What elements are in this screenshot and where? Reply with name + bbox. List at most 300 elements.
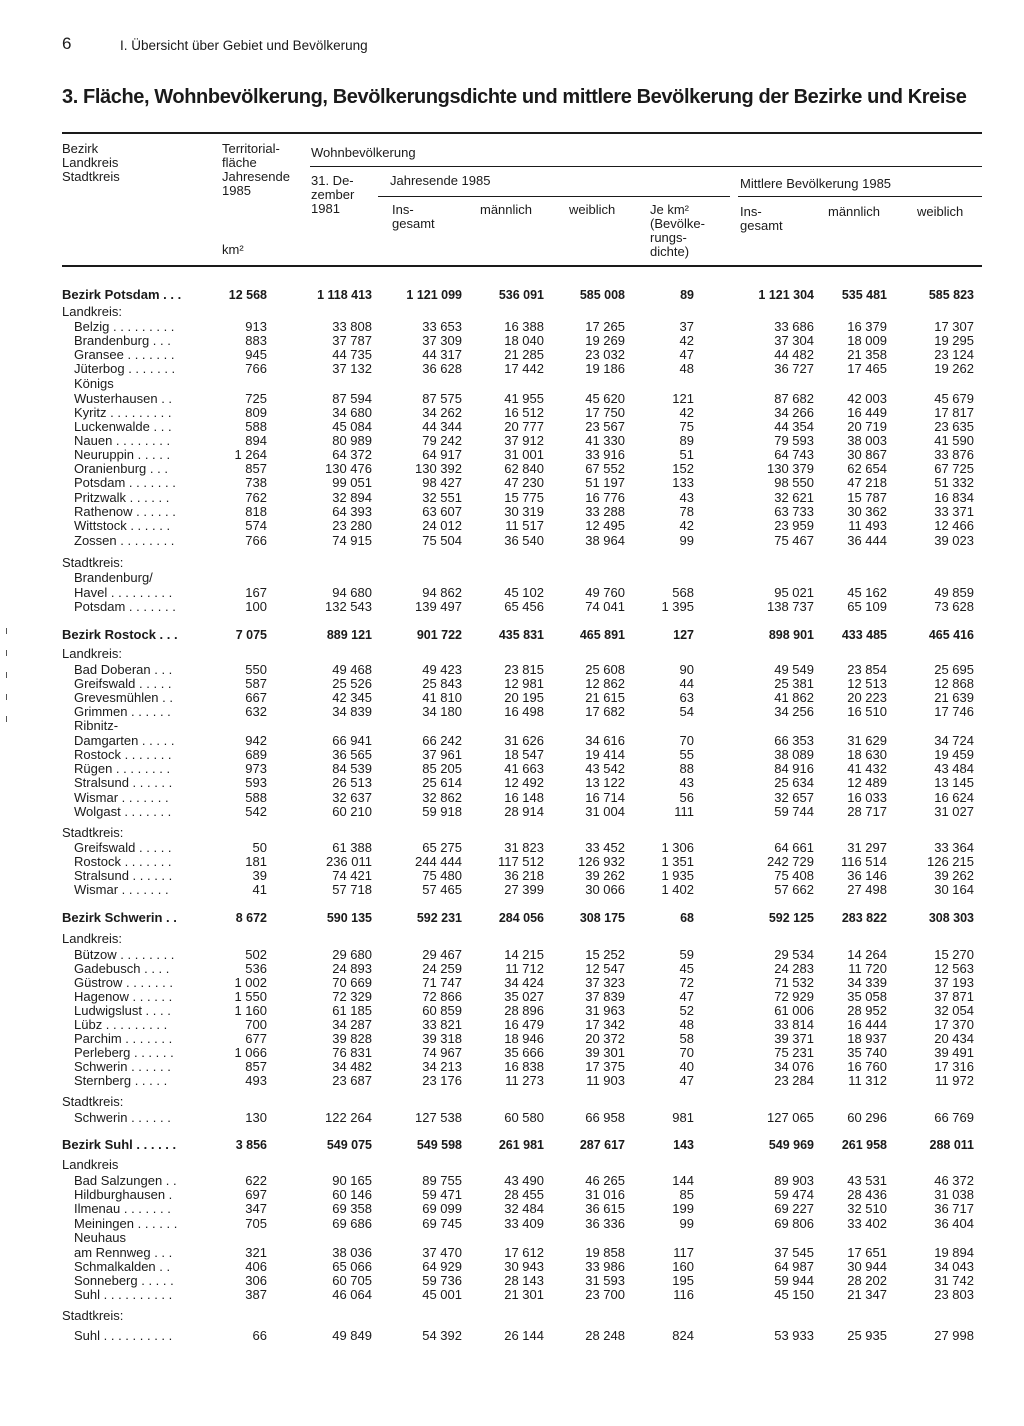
pop1985-total-cell: 75 504 — [422, 533, 462, 548]
area-cell: 167 — [245, 585, 267, 600]
bezirk-row — [0, 628, 1024, 642]
row-name: Meiningen . . . . . . — [74, 1216, 178, 1231]
pop1985-total-cell: 244 444 — [415, 854, 462, 869]
row-name: Stadtkreis: — [62, 555, 124, 570]
mean-female-cell: 16 834 — [934, 490, 974, 505]
pop1985-male-cell: 26 144 — [504, 1328, 544, 1343]
pop1985-male-cell: 536 091 — [498, 288, 544, 302]
table-row — [0, 1111, 1024, 1125]
row-name: Gransee . . . . . . . — [74, 347, 175, 362]
pop1985-male-cell: 11 517 — [505, 518, 544, 533]
mean-female-cell: 25 695 — [934, 662, 974, 677]
pop1981-cell: 39 828 — [332, 1031, 372, 1046]
section-label-row — [0, 932, 1024, 946]
mean-female-cell: 31 742 — [934, 1273, 974, 1288]
mean-female-cell: 49 859 — [934, 585, 974, 600]
page-number: 6 — [62, 34, 72, 53]
table-row — [0, 406, 1024, 420]
pop1985-female-cell: 23 567 — [585, 419, 625, 434]
table-row — [0, 1046, 1024, 1060]
table-row — [0, 1288, 1024, 1302]
pop1981-cell: 37 787 — [332, 333, 372, 348]
mean-female-cell: 19 295 — [934, 333, 974, 348]
row-name: Schwerin . . . . . . — [74, 1059, 171, 1074]
pop1985-female-cell: 17 682 — [585, 704, 625, 719]
mean-total-cell: 64 743 — [774, 447, 814, 462]
pop1985-female-cell: 38 964 — [585, 533, 625, 548]
area-cell: 12 568 — [228, 288, 267, 302]
row-name: Ribnitz- — [74, 718, 119, 733]
mean-total-cell: 23 959 — [774, 518, 814, 533]
row-name: Brandenburg . . . — [74, 333, 171, 348]
mean-male-cell: 23 854 — [847, 662, 887, 677]
table-row — [0, 1260, 1024, 1274]
mean-female-cell: 33 371 — [934, 504, 974, 519]
table-row — [0, 962, 1024, 976]
table-row — [0, 320, 1024, 334]
table-row — [0, 476, 1024, 490]
mean-female-cell: 33 876 — [934, 447, 974, 462]
mean-male-cell: 283 822 — [841, 911, 887, 925]
mean-total-cell: 75 467 — [774, 533, 814, 548]
mean-female-cell: 17 316 — [934, 1059, 974, 1074]
pop1985-male-cell: 27 399 — [504, 882, 544, 897]
density-cell: 75 — [679, 419, 694, 434]
pop1985-female-cell: 31 004 — [585, 804, 625, 819]
mean-total-cell: 1 121 304 — [758, 288, 814, 302]
bezirk-row — [0, 288, 1024, 302]
density-cell: 55 — [679, 747, 694, 762]
mean-female-cell: 308 303 — [928, 911, 974, 925]
mean-total-cell: 64 987 — [774, 1259, 814, 1274]
row-name: Bezirk Potsdam . . . — [62, 287, 182, 302]
area-cell: 100 — [245, 599, 267, 614]
pop1985-male-cell: 17 612 — [504, 1245, 544, 1260]
mean-male-cell: 28 436 — [847, 1187, 887, 1202]
pop1985-total-cell: 24 012 — [422, 518, 462, 533]
density-cell: 40 — [679, 1059, 694, 1074]
mean-female-cell: 66 769 — [934, 1110, 974, 1125]
mean-total-cell: 84 916 — [774, 761, 814, 776]
pop1985-total-cell: 57 465 — [422, 882, 462, 897]
mean-female-cell: 17 817 — [934, 405, 974, 420]
pop1985-female-cell: 308 175 — [579, 911, 625, 925]
mean-male-cell: 30 867 — [847, 447, 887, 462]
pop1985-male-cell: 34 424 — [504, 975, 544, 990]
pop1985-female-cell: 12 862 — [585, 676, 625, 691]
pop1985-total-cell: 29 467 — [422, 947, 462, 962]
row-name: Hagenow . . . . . . — [74, 989, 173, 1004]
pop1981-cell: 76 831 — [332, 1045, 372, 1060]
running-head: I. Übersicht über Gebiet und Bevölkerung — [120, 38, 368, 53]
pop1985-male-cell: 62 840 — [504, 461, 544, 476]
pop1985-total-cell: 65 275 — [422, 840, 462, 855]
pop1985-female-cell: 465 891 — [579, 628, 625, 642]
density-cell: 70 — [679, 1045, 694, 1060]
pop1985-female-cell: 126 932 — [578, 854, 625, 869]
area-cell: 766 — [245, 361, 267, 376]
pop1985-total-cell: 33 821 — [422, 1017, 462, 1032]
area-cell: 697 — [245, 1187, 267, 1202]
pop1985-male-cell: 30 319 — [504, 504, 544, 519]
mean-total-cell: 32 657 — [774, 790, 814, 805]
pop1985-male-cell: 45 102 — [504, 585, 544, 600]
pop1985-male-cell: 11 712 — [505, 961, 544, 976]
table-row — [0, 434, 1024, 448]
row-name: Güstrow . . . . . . . — [74, 975, 173, 990]
pop1981-cell: 94 680 — [332, 585, 372, 600]
pop1981-cell: 74 915 — [332, 533, 372, 548]
pop1985-male-cell: 117 512 — [497, 854, 544, 869]
table-row — [0, 600, 1024, 614]
mean-male-cell: 28 717 — [847, 804, 887, 819]
header-wohnbevoelkerung: Wohnbevölkerung — [311, 145, 416, 160]
row-name: Stadtkreis: — [62, 1308, 124, 1323]
mean-male-cell: 28 952 — [847, 1003, 887, 1018]
pop1981-cell: 66 941 — [332, 733, 372, 748]
density-cell: 111 — [674, 804, 694, 819]
pop1981-cell: 90 165 — [332, 1173, 372, 1188]
table-row — [0, 1217, 1024, 1231]
pop1985-female-cell: 36 615 — [585, 1201, 625, 1216]
row-name: Wittstock . . . . . . — [74, 518, 171, 533]
density-cell: 47 — [679, 1073, 694, 1088]
row-name: Luckenwalde . . . — [74, 419, 172, 434]
mean-total-cell: 59 744 — [774, 804, 814, 819]
mean-male-cell: 18 630 — [847, 747, 887, 762]
area-cell: 574 — [245, 518, 267, 533]
row-name: Schwerin . . . . . . — [74, 1110, 171, 1125]
row-name: Rostock . . . . . . . — [74, 747, 172, 762]
area-cell: 700 — [245, 1017, 267, 1032]
pop1985-total-cell: 64 917 — [422, 447, 462, 462]
area-cell: 50 — [252, 840, 267, 855]
pop1981-cell: 84 539 — [332, 761, 372, 776]
pop1981-cell: 38 036 — [332, 1245, 372, 1260]
pop1985-female-cell: 19 414 — [585, 747, 625, 762]
row-name: Wusterhausen . . — [74, 391, 173, 406]
mean-male-cell: 36 146 — [847, 868, 887, 883]
pop1981-cell: 34 680 — [332, 405, 372, 420]
section-label-row — [0, 571, 1024, 585]
pop1985-total-cell: 87 575 — [422, 391, 462, 406]
density-cell: 143 — [673, 1138, 694, 1152]
row-name: Zossen . . . . . . . . — [74, 533, 175, 548]
row-name: Königs — [74, 376, 114, 391]
density-cell: 85 — [679, 1187, 694, 1202]
density-cell: 48 — [679, 361, 694, 376]
density-cell: 47 — [679, 347, 694, 362]
pop1981-cell: 65 066 — [332, 1259, 372, 1274]
pop1985-total-cell: 44 344 — [422, 419, 462, 434]
mean-total-cell: 37 304 — [774, 333, 814, 348]
row-name: Bützow . . . . . . . . — [74, 947, 175, 962]
mean-total-cell: 63 733 — [774, 504, 814, 519]
table-row — [0, 1274, 1024, 1288]
density-cell: 48 — [679, 1017, 694, 1032]
mean-male-cell: 16 510 — [847, 704, 887, 719]
row-name: Greifswald . . . . . — [74, 840, 172, 855]
mean-female-cell: 46 372 — [934, 1173, 974, 1188]
pop1985-female-cell: 19 858 — [585, 1245, 625, 1260]
pop1981-cell: 36 565 — [332, 747, 372, 762]
pop1985-male-cell: 32 484 — [504, 1201, 544, 1216]
mean-total-cell: 33 686 — [774, 319, 814, 334]
row-name: Wolgast . . . . . . . — [74, 804, 172, 819]
rule-top — [62, 132, 982, 134]
pop1985-male-cell: 30 943 — [504, 1259, 544, 1274]
row-name: Parchim . . . . . . . — [74, 1031, 173, 1046]
density-cell: 63 — [679, 690, 694, 705]
pop1985-male-cell: 12 492 — [504, 775, 544, 790]
mean-female-cell: 37 193 — [934, 975, 974, 990]
mean-female-cell: 19 459 — [934, 747, 974, 762]
mean-male-cell: 28 202 — [847, 1273, 887, 1288]
pop1985-male-cell: 43 490 — [504, 1173, 544, 1188]
mean-female-cell: 15 270 — [934, 947, 974, 962]
mean-male-cell: 31 297 — [847, 840, 887, 855]
mean-total-cell: 138 737 — [767, 599, 814, 614]
section-label-row — [0, 1095, 1024, 1109]
mean-male-cell: 35 058 — [847, 989, 887, 1004]
mean-total-cell: 127 065 — [767, 1110, 814, 1125]
mean-female-cell: 34 043 — [934, 1259, 974, 1274]
row-name: Bezirk Rostock . . . — [62, 627, 178, 642]
pop1985-total-cell: 74 967 — [422, 1045, 462, 1060]
mean-male-cell: 38 003 — [847, 433, 887, 448]
section-label-row — [0, 1231, 1024, 1245]
pop1985-female-cell: 19 186 — [585, 361, 625, 376]
density-cell: 68 — [680, 911, 694, 925]
pop1985-total-cell: 72 866 — [422, 989, 462, 1004]
area-cell: 1 160 — [234, 1003, 267, 1018]
area-cell: 502 — [245, 947, 267, 962]
pop1985-female-cell: 33 288 — [585, 504, 625, 519]
row-name: Bad Salzungen . . — [74, 1173, 177, 1188]
row-name: Rostock . . . . . . . — [74, 854, 172, 869]
area-cell: 7 075 — [235, 628, 267, 642]
mean-female-cell: 19 262 — [934, 361, 974, 376]
row-name: Bad Doberan . . . — [74, 662, 173, 677]
pop1985-female-cell: 17 265 — [585, 319, 625, 334]
table-row — [0, 334, 1024, 348]
pop1985-male-cell: 18 547 — [504, 747, 544, 762]
mean-total-cell: 36 727 — [774, 361, 814, 376]
pop1985-male-cell: 16 838 — [504, 1059, 544, 1074]
row-name: Stralsund . . . . . . — [74, 868, 173, 883]
mean-total-cell: 592 125 — [768, 911, 814, 925]
density-cell: 72 — [679, 975, 694, 990]
mean-total-cell: 37 545 — [774, 1245, 814, 1260]
pop1985-female-cell: 31 016 — [585, 1187, 625, 1202]
pop1985-male-cell: 261 981 — [498, 1138, 544, 1152]
table-row — [0, 534, 1024, 548]
density-cell: 568 — [672, 585, 694, 600]
mean-total-cell: 59 944 — [774, 1273, 814, 1288]
row-name: Sternberg . . . . . — [74, 1073, 168, 1088]
section-label-row — [0, 826, 1024, 840]
area-cell: 406 — [245, 1259, 267, 1274]
area-cell: 945 — [245, 347, 267, 362]
pop1985-female-cell: 13 122 — [585, 775, 625, 790]
pop1985-female-cell: 12 495 — [585, 518, 625, 533]
row-name: Brandenburg/ — [74, 570, 153, 585]
mean-total-cell: 34 256 — [774, 704, 814, 719]
mean-male-cell: 16 449 — [847, 405, 887, 420]
pop1985-total-cell: 36 628 — [422, 361, 462, 376]
mean-male-cell: 433 485 — [841, 628, 887, 642]
area-cell: 347 — [245, 1201, 267, 1216]
pop1981-cell: 44 735 — [332, 347, 372, 362]
pop1985-male-cell: 41 955 — [504, 391, 544, 406]
mean-female-cell: 45 679 — [934, 391, 974, 406]
row-name: Schmalkalden . . — [74, 1259, 171, 1274]
mean-female-cell: 126 215 — [927, 854, 974, 869]
rule-wohnbev — [310, 166, 982, 167]
area-cell: 705 — [245, 1216, 267, 1231]
mean-total-cell: 72 929 — [774, 989, 814, 1004]
table-row — [0, 1246, 1024, 1260]
mean-total-cell: 34 266 — [774, 405, 814, 420]
mean-female-cell: 33 364 — [934, 840, 974, 855]
row-name: Landkreis — [62, 1157, 119, 1172]
row-name: Potsdam . . . . . . . — [74, 599, 176, 614]
pop1985-male-cell: 18 040 — [504, 333, 544, 348]
table-title: 3. Fläche, Wohnbevölkerung, Bevölkerungsdichte und mittlere Bevölkerung der Bezirke und Kreise — [62, 86, 967, 108]
mean-female-cell: 17 370 — [934, 1017, 974, 1032]
density-cell: 42 — [679, 518, 694, 533]
area-cell: 536 — [245, 961, 267, 976]
density-cell: 43 — [679, 775, 694, 790]
pop1985-female-cell: 49 760 — [585, 585, 625, 600]
density-cell: 56 — [679, 790, 694, 805]
mean-male-cell: 30 944 — [847, 1259, 887, 1274]
mean-male-cell: 116 514 — [840, 854, 887, 869]
mean-total-cell: 38 089 — [774, 747, 814, 762]
pop1985-female-cell: 23 700 — [585, 1287, 625, 1302]
section-label-row — [0, 1158, 1024, 1172]
density-cell: 59 — [679, 947, 694, 962]
row-name: Ludwigslust . . . . — [74, 1003, 171, 1018]
area-cell: 1 002 — [234, 975, 267, 990]
pop1985-total-cell: 32 551 — [422, 490, 462, 505]
pop1981-cell: 45 084 — [332, 419, 372, 434]
mean-female-cell: 51 332 — [934, 475, 974, 490]
pop1985-male-cell: 36 540 — [504, 533, 544, 548]
row-name: Landkreis: — [62, 931, 122, 946]
pop1985-total-cell: 71 747 — [422, 975, 462, 990]
pop1981-cell: 236 011 — [325, 854, 372, 869]
density-cell: 824 — [672, 1328, 694, 1343]
mean-female-cell: 31 038 — [934, 1187, 974, 1202]
pop1985-male-cell: 23 815 — [504, 662, 544, 677]
area-cell: 542 — [245, 804, 267, 819]
mean-male-cell: 30 362 — [847, 504, 887, 519]
pop1985-male-cell: 60 580 — [504, 1110, 544, 1125]
pop1985-total-cell: 39 318 — [422, 1031, 462, 1046]
pop1985-total-cell: 89 755 — [422, 1173, 462, 1188]
pop1985-male-cell: 15 775 — [504, 490, 544, 505]
mean-female-cell: 73 628 — [934, 599, 974, 614]
density-cell: 1 935 — [661, 868, 694, 883]
mean-male-cell: 16 033 — [847, 790, 887, 805]
mean-total-cell: 549 969 — [768, 1138, 814, 1152]
density-cell: 88 — [679, 761, 694, 776]
area-cell: 942 — [245, 733, 267, 748]
mean-female-cell: 19 894 — [934, 1245, 974, 1260]
pop1985-male-cell: 41 663 — [504, 761, 544, 776]
bezirk-row — [0, 1138, 1024, 1152]
table-row — [0, 663, 1024, 677]
pop1985-total-cell: 37 961 — [422, 747, 462, 762]
pop1985-female-cell: 31 963 — [585, 1003, 625, 1018]
mean-female-cell: 36 404 — [934, 1216, 974, 1231]
header-area-col: Territorial- fläche Jahresende 1985 — [222, 141, 290, 198]
pop1985-female-cell: 30 066 — [585, 882, 625, 897]
mean-female-cell: 465 416 — [928, 628, 974, 642]
pop1985-female-cell: 67 552 — [585, 461, 625, 476]
pop1985-total-cell: 63 607 — [422, 504, 462, 519]
area-cell: 762 — [245, 490, 267, 505]
pop1985-total-cell: 34 262 — [422, 405, 462, 420]
table-row — [0, 1188, 1024, 1202]
pop1985-male-cell: 16 512 — [504, 405, 544, 420]
area-cell: 493 — [245, 1073, 267, 1088]
area-cell: 1 264 — [234, 447, 267, 462]
mean-female-cell: 23 803 — [934, 1287, 974, 1302]
table-row — [0, 976, 1024, 990]
pop1985-total-cell: 41 810 — [422, 690, 462, 705]
mean-male-cell: 62 654 — [847, 461, 887, 476]
pop1985-female-cell: 41 330 — [585, 433, 625, 448]
area-cell: 588 — [245, 790, 267, 805]
mean-male-cell: 16 444 — [847, 1017, 887, 1032]
mean-total-cell: 69 806 — [774, 1216, 814, 1231]
mean-total-cell: 32 621 — [774, 490, 814, 505]
density-cell: 1 402 — [661, 882, 694, 897]
mean-male-cell: 42 003 — [847, 391, 887, 406]
mean-female-cell: 23 635 — [934, 419, 974, 434]
pop1985-male-cell: 35 027 — [504, 989, 544, 1004]
pop1981-cell: 32 894 — [332, 490, 372, 505]
table-row — [0, 734, 1024, 748]
mean-female-cell: 20 434 — [934, 1031, 974, 1046]
area-cell: 857 — [245, 461, 267, 476]
pop1985-total-cell: 32 862 — [422, 790, 462, 805]
header-weiblich: weiblich — [569, 202, 616, 217]
density-cell: 70 — [679, 733, 694, 748]
pop1985-female-cell: 51 197 — [585, 475, 625, 490]
area-cell: 1 066 — [234, 1045, 267, 1060]
table-row — [0, 705, 1024, 719]
section-label-row — [0, 305, 1024, 319]
pop1985-total-cell: 59 736 — [422, 1273, 462, 1288]
area-cell: 913 — [245, 319, 267, 334]
pop1985-female-cell: 287 617 — [579, 1138, 625, 1152]
table-row — [0, 362, 1024, 376]
mean-male-cell: 12 489 — [847, 775, 887, 790]
pop1985-female-cell: 16 776 — [585, 490, 625, 505]
density-cell: 52 — [679, 1003, 694, 1018]
mean-male-cell: 31 629 — [847, 733, 887, 748]
area-cell: 1 550 — [234, 989, 267, 1004]
area-cell: 622 — [245, 1173, 267, 1188]
pop1981-cell: 49 468 — [332, 662, 372, 677]
pop1985-male-cell: 435 831 — [498, 628, 544, 642]
table-row — [0, 519, 1024, 533]
mean-female-cell: 12 563 — [934, 961, 974, 976]
mean-total-cell: 64 661 — [774, 840, 814, 855]
